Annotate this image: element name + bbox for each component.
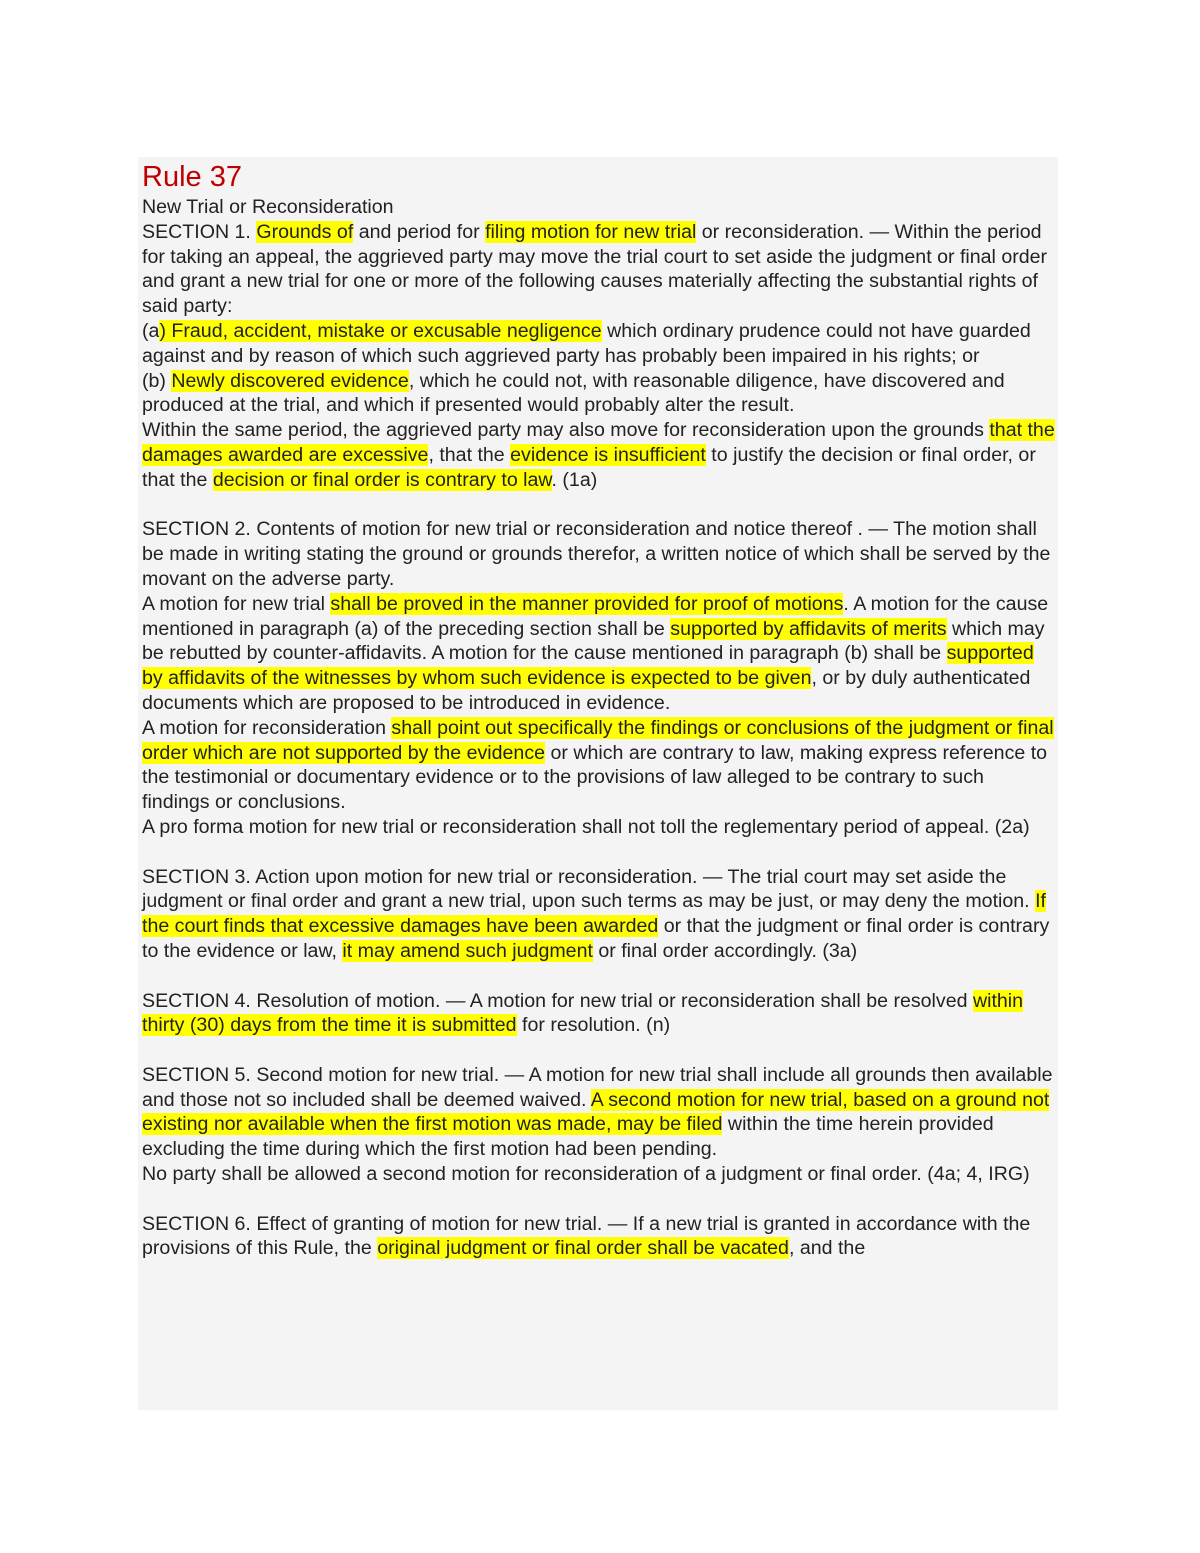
text-segment: for resolution. (n) — [516, 1014, 671, 1037]
paragraph — [142, 369, 1056, 419]
paragraph — [142, 1162, 1056, 1187]
text-segment: A motion for reconsideration — [142, 716, 392, 739]
highlighted-text: supported by affidavits of merits — [670, 617, 947, 640]
text-segment: SECTION 4. Resolution of motion. — A motion for new trial or reconsideration shall be resolved — [142, 989, 973, 1012]
text-segment: SECTION 1. — [142, 220, 257, 243]
text-segment: or that the judgment or final order is contrary to the evidence or law, — [142, 915, 1050, 962]
text-segment: to justify the decision or final order, or that the — [142, 443, 1036, 491]
highlighted-text: Newly discovered evidence — [171, 369, 409, 392]
text-segment: or final order accordingly. (3a) — [592, 939, 858, 962]
text-segment: which may be rebutted by counter-affidavits. A motion for the cause mentioned in paragraph (b) shall be — [142, 617, 1045, 665]
paragraph — [142, 319, 1056, 369]
highlighted-text: it may amend such judgment — [342, 939, 593, 962]
text-segment: which ordinary prudence could not have guarded against and by reason of which such aggrieved party has probably been impaired in his rights; or — [142, 319, 1031, 367]
rule-text-block — [138, 157, 1058, 1410]
text-segment: A pro forma motion for new trial or reconsideration shall not toll the reglementary period of appeal. (2a) — [142, 815, 1030, 838]
text-segment: Within the same period, the aggrieved party may also move for reconsideration upon the grounds — [142, 419, 990, 442]
paragraph-spacer — [142, 493, 1056, 518]
highlighted-text: If the court finds that excessive damages have been awarded — [142, 890, 1046, 938]
text-segment: , or by duly authenticated documents which are proposed to be introduced in evidence. — [142, 667, 1031, 714]
text-segment: . A motion for the cause mentioned in paragraph (a) of the preceding section shall be — [142, 592, 1049, 640]
document-body — [138, 157, 1056, 1261]
highlighted-text: supported by affidavits of the witnesses by whom such evidence is expected to be given — [142, 642, 1034, 690]
text-segment: , and the — [788, 1237, 866, 1260]
text-segment: . (1a) — [551, 468, 598, 491]
paragraph — [142, 418, 1056, 492]
paragraph — [142, 592, 1056, 716]
highlighted-text: ) Fraud, accident, mistake or excusable negligence — [159, 319, 602, 342]
highlighted-text: Grounds of — [256, 220, 354, 243]
highlighted-text: original judgment or final order shall be vacated — [377, 1237, 789, 1260]
highlighted-text: filing motion for new trial — [485, 220, 697, 243]
paragraph — [142, 1063, 1056, 1162]
text-segment: A motion for new trial — [142, 592, 331, 615]
paragraph — [142, 716, 1056, 815]
highlighted-text: decision or final order is contrary to law — [212, 468, 552, 491]
paragraph-list — [142, 220, 1056, 1261]
text-segment: within the time herein provided excluding the time during which the first motion had been pending. — [142, 1113, 994, 1161]
highlighted-text: shall be proved in the manner provided for proof of motions — [330, 592, 844, 615]
rule-title: Rule 37 — [142, 161, 242, 193]
text-segment: (a — [142, 319, 160, 342]
rule-subtitle: New Trial or Reconsideration — [142, 196, 394, 218]
highlighted-text: within thirty (30) days from the time it is submitted — [142, 989, 1024, 1037]
highlighted-text: evidence is insufficient — [510, 443, 706, 466]
highlighted-text: shall point out specifically the findings or conclusions of the judgment or final order which are not supported by the evidence — [142, 716, 1054, 764]
text-segment: , which he could not, with reasonable diligence, have discovered and produced at the trial, and which if presented would probably alter the result. — [142, 369, 1005, 417]
paragraph-spacer — [142, 1038, 1056, 1063]
text-segment: and period for — [353, 220, 486, 243]
paragraph — [142, 865, 1056, 964]
text-segment: , that the — [428, 443, 511, 466]
highlighted-text: A second motion for new trial, based on a ground not existing nor available when the first motion was made, may be filed — [142, 1088, 1050, 1136]
text-segment: SECTION 6. Effect of granting of motion for new trial. — If a new trial is granted in accordance with the provisions of this Rule, the — [142, 1212, 1031, 1260]
text-segment: SECTION 5. Second motion for new trial. — A motion for new trial shall include all grounds then available and those not so included shall be deemed waived. — [142, 1063, 1053, 1111]
paragraph-spacer — [142, 840, 1056, 865]
text-segment: No party shall be allowed a second motion for reconsideration of a judgment or final order. (4a; 4, IRG) — [142, 1163, 1030, 1186]
paragraph-spacer — [142, 1187, 1056, 1212]
paragraph — [142, 517, 1056, 591]
text-segment: SECTION 2. Contents of motion for new trial or reconsideration and notice thereof . — The motion shall be made in writing stating the ground or grounds therefor, a written notice of which shall be served by the movant on the adverse party. — [142, 518, 1051, 590]
text-segment: (b) — [142, 369, 172, 392]
paragraph — [142, 989, 1056, 1039]
paragraph — [142, 220, 1056, 319]
text-segment: SECTION 3. Action upon motion for new trial or reconsideration. — The trial court may set aside the judgment or final order and grant a new trial, upon such terms as may be just, or may deny the motion. — [142, 865, 1036, 913]
text-segment: or reconsideration. — Within the period for taking an appeal, the aggrieved party may move the trial court to set aside the judgment or final order and grant a new trial for one or more of the following causes materially affecting the substantial rights of said party: — [142, 220, 1048, 318]
paragraph-spacer — [142, 964, 1056, 989]
text-segment: or which are contrary to law, making express reference to the testimonial or documentary evidence or to the provisions of law alleged to be contrary to such findings or conclusions. — [142, 741, 1048, 814]
paragraph — [142, 815, 1056, 840]
paragraph — [142, 1212, 1056, 1262]
highlighted-text: that the damages awarded are excessive — [142, 419, 1055, 466]
